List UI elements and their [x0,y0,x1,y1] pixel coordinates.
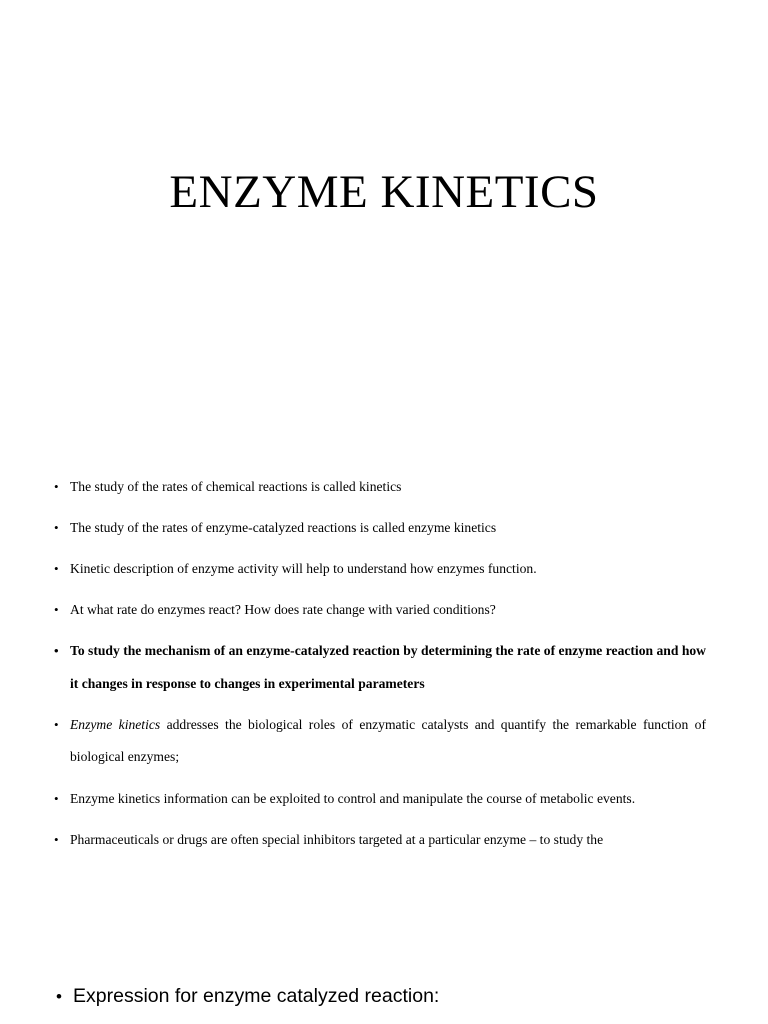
bullet-text: Kinetic description of enzyme activity will help to understand how enzymes function. [70,561,537,577]
bullet-text: The study of the rates of enzyme-catalyzed reactions is called enzyme kinetics [70,520,497,536]
list-item [54,709,706,774]
bullet-text: Enzyme kinetics information can be exploited to control and manipulate the course of metabolic events. [70,790,636,806]
bullet-text: addresses the biological roles of enzymatic catalysts and quantify the remarkable function of biological enzymes; [70,716,706,765]
list-item [54,512,706,545]
bullet-dot: • [54,520,59,536]
slide-title: ENZYME KINETICS [169,166,599,218]
list-item [54,783,706,816]
list-item [54,553,706,586]
next-slide-heading [56,981,439,1012]
bullet-dot: • [54,643,59,659]
list-item [54,594,706,627]
bullet-dot: • [54,602,59,618]
bullet-dot: • [54,716,59,732]
list-item [54,824,706,857]
bullet-dot: • [54,561,59,577]
list-item [54,635,706,700]
list-item [54,471,706,504]
bullet-list [54,471,706,864]
bullet-dot: • [54,831,59,847]
bullet-text: Pharmaceuticals or drugs are often special inhibitors targeted at a particular enzyme – to study the [70,831,604,847]
bullet-text: The study of the rates of chemical reactions is called kinetics [70,479,402,494]
bullet-dot: • [54,790,59,806]
bullet-text: At what rate do enzymes react? How does rate change with varied conditions? [70,602,496,618]
bullet-dot: • [54,479,59,494]
bullet-dot: • [56,987,62,1006]
next-slide-heading-text: Expression for enzyme catalyzed reaction: [73,985,440,1007]
bullet-text: To study the mechanism of an enzyme-catalyzed reaction by determining the rate of enzyme reaction and how it changes in response to changes in experimental parameters [70,643,706,691]
bullet-italic-term: Enzyme kinetics [70,716,161,732]
